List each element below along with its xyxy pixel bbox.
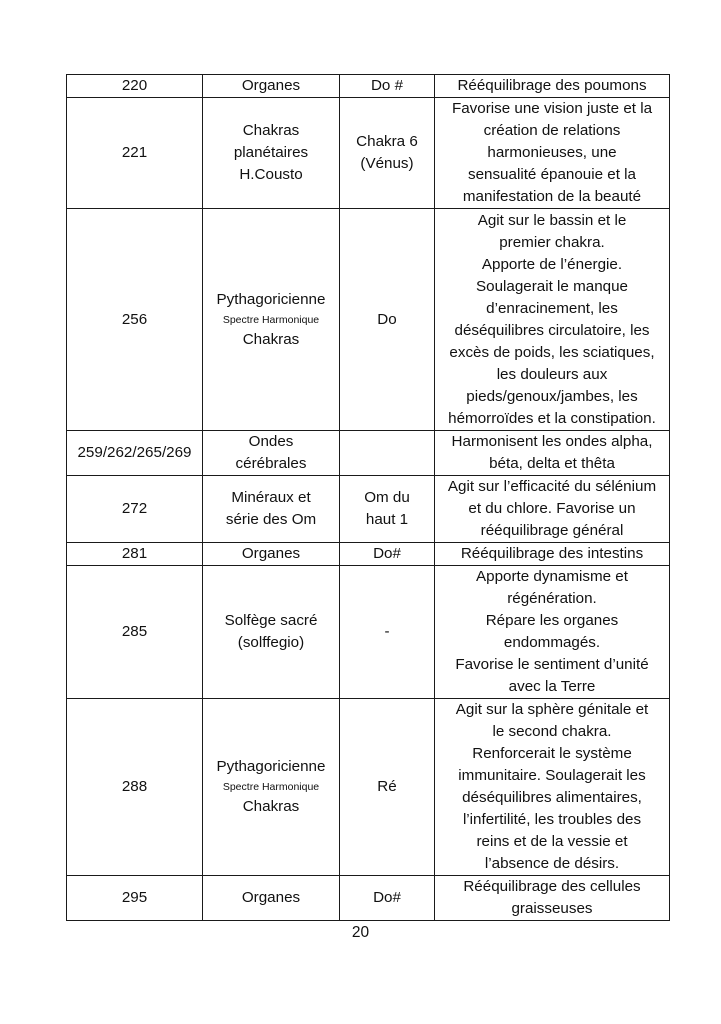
table-row: [67, 98, 670, 209]
effect-cell: Rééquilibrage des intestins: [435, 543, 670, 566]
effect-cell: Rééquilibrage des cellules graisseuses: [435, 876, 670, 921]
note-cell: Do: [340, 209, 435, 431]
note-cell: Chakra 6 (Vénus): [340, 98, 435, 209]
effect-cell: Rééquilibrage des poumons: [435, 75, 670, 98]
table-row: [67, 876, 670, 921]
table-row: [67, 431, 670, 476]
category-cell: Ondes cérébrales: [203, 431, 340, 476]
table-row: [67, 699, 670, 876]
frequency-cell: 259/262/265/269: [67, 431, 203, 476]
category-cell: Minéraux et série des Om: [203, 476, 340, 543]
frequency-cell: 281: [67, 543, 203, 566]
table-row: [67, 75, 670, 98]
category-cell: Solfège sacré (solffegio): [203, 566, 340, 699]
effect-cell: Harmonisent les ondes alpha, béta, delta et thêta: [435, 431, 670, 476]
category-cell: Chakras planétaires H.Cousto: [203, 98, 340, 209]
note-cell: Ré: [340, 699, 435, 876]
frequency-cell: 256: [67, 209, 203, 431]
effect-cell: Agit sur l’efficacité du sélénium et du chlore. Favorise un rééquilibrage général: [435, 476, 670, 543]
note-cell: Do #: [340, 75, 435, 98]
note-cell: Do#: [340, 543, 435, 566]
table-row: [67, 209, 670, 431]
category-cell: Organes: [203, 75, 340, 98]
frequency-cell: 221: [67, 98, 203, 209]
effect-cell: Apporte dynamisme et régénération. Répare les organes endommagés. Favorise le sentiment d’unité avec la Terre: [435, 566, 670, 699]
category-cell: Organes: [203, 543, 340, 566]
note-cell: Om du haut 1: [340, 476, 435, 543]
category-cell: Pythagoricienne Spectre Harmonique Chakras: [203, 699, 340, 876]
effect-cell: Favorise une vision juste et la création de relations harmonieuses, une sensualité épanouie et la manifestation de la beauté: [435, 98, 670, 209]
category-cell: Organes: [203, 876, 340, 921]
frequency-table: [66, 74, 670, 921]
table-row: [67, 566, 670, 699]
table-row: [67, 543, 670, 566]
frequency-cell: 285: [67, 566, 203, 699]
effect-cell: Agit sur le bassin et le premier chakra. Apporte de l’énergie. Soulagerait le manque d’enracinement, les déséquilibres circulatoire, les excès de poids, les sciatiques, les douleurs aux pieds/genoux/jambes, les hémorroïdes et la constipation.: [435, 209, 670, 431]
note-cell: Do#: [340, 876, 435, 921]
note-cell: [340, 431, 435, 476]
table-row: [67, 476, 670, 543]
frequency-cell: 220: [67, 75, 203, 98]
frequency-cell: 272: [67, 476, 203, 543]
note-cell: -: [340, 566, 435, 699]
page-number: 20: [351, 924, 370, 941]
category-cell: Pythagoricienne Spectre Harmonique Chakras: [203, 209, 340, 431]
frequency-cell: 295: [67, 876, 203, 921]
frequency-cell: 288: [67, 699, 203, 876]
effect-cell: Agit sur la sphère génitale et le second chakra. Renforcerait le système immunitaire. Soulagerait les déséquilibres alimentaires, l’infertilité, les troubles des reins et de la vessie et l’absence de désirs.: [435, 699, 670, 876]
